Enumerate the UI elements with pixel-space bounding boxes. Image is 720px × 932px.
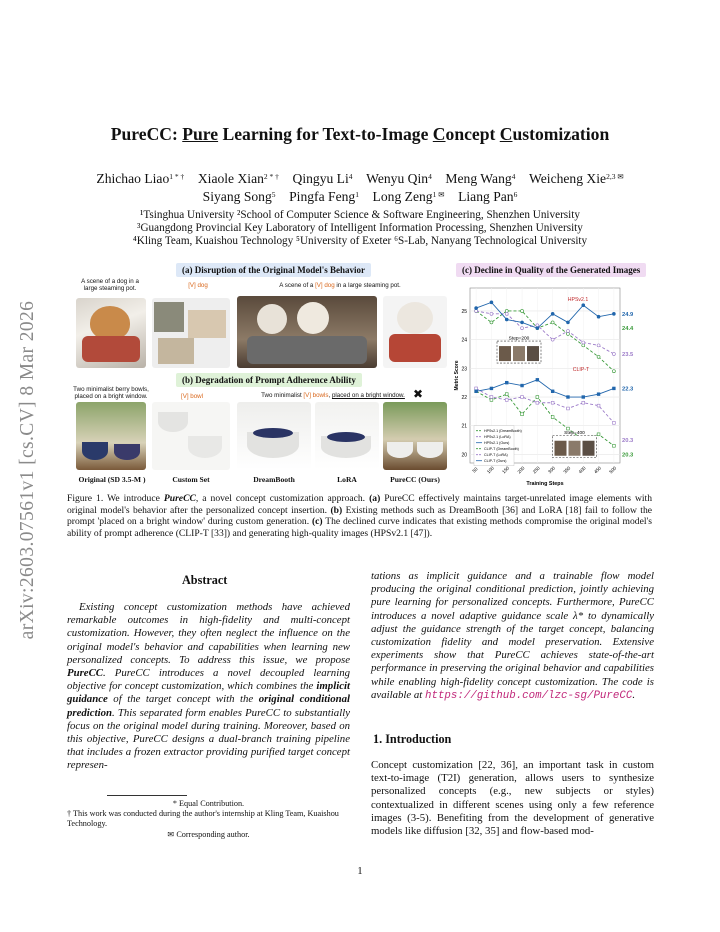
arxiv-id: arXiv:2603.07561v1 [cs.CV] 8 Mar 2026 (17, 300, 38, 640)
data-point (521, 327, 524, 330)
inset-thumbnail (569, 441, 581, 456)
data-point (505, 393, 508, 396)
data-point (536, 378, 539, 381)
column-label: DreamBooth (253, 475, 295, 484)
author-name: Siyang Song (202, 189, 272, 204)
data-point (490, 396, 493, 399)
author-name: Liang Pan (458, 189, 514, 204)
code-link[interactable]: https://github.com/lzc-sg/PureCC (424, 689, 633, 702)
prompt-custom-dog: A scene of a [V] dog in a large steaming pot. (279, 282, 401, 289)
token-dog: [V] dog (188, 282, 208, 289)
author-name: Weicheng Xie (529, 171, 607, 186)
image-custom-set-bowl (152, 402, 230, 470)
author-affiliation-mark: 1 ✉ (432, 190, 445, 199)
authors-line-1 (60, 170, 660, 188)
x-axis-label: Training Steps (526, 481, 564, 487)
cross-icon: ✖ (413, 387, 424, 401)
data-point (475, 387, 478, 390)
data-point (566, 332, 569, 335)
data-point (567, 427, 570, 430)
data-point (475, 390, 478, 393)
data-point (567, 396, 570, 399)
image-original-dog (76, 298, 146, 368)
abstract-right-column (371, 570, 654, 703)
data-point (521, 309, 524, 312)
prompt-custom-bowl: Two minimalist [V] bowls, placed on a bright window. (261, 392, 405, 399)
abstract-text-continued: tations as implicit guidance and a trainable flow model producing the original conditional prediction, jointly achieving pure learning for personalized concepts. Furthermore, PureCC introduces a novel adaptive guidance scale λ* to dynamically adjust the guidance strength of the target concept, balancing customization fidelity and model preservation. Extensive experiments show that PureCC achieves state-of-the-art performance in preserving the original behavior and capabilities while enabling high-fidelity concept customization. The code is available at https://github.com/lzc-sg/PureCC. (371, 570, 654, 702)
end-value-label: 24.4 (622, 326, 634, 333)
data-point (551, 321, 554, 324)
author-affiliation-mark: 4 (428, 172, 432, 181)
author-name: Pingfa Feng (289, 189, 356, 204)
data-point (521, 321, 524, 324)
image-dreambooth-dog (237, 296, 377, 368)
data-point (582, 396, 585, 399)
arxiv-stamp (8, 260, 48, 680)
series-annotation: HPSv2.1 (567, 296, 589, 303)
abstract-heading: Abstract (182, 573, 228, 587)
introduction-heading: 1. Introduction (373, 732, 452, 746)
author-affiliation-mark: 2,3 ✉ (606, 172, 624, 181)
data-point (582, 341, 585, 344)
data-point (597, 355, 600, 358)
line-chart (452, 280, 652, 490)
end-value-label: 24.9 (622, 311, 634, 318)
inset-thumbnail (499, 346, 511, 361)
inset-label: Step=400 (564, 431, 585, 437)
data-point (551, 390, 554, 393)
author-name: Qingyu Li (292, 171, 349, 186)
y-axis-label: Metric Score (454, 360, 460, 391)
affiliation-line: ¹Tsinghua University ²School of Computer Science & Software Engineering, Shenzhen University (140, 209, 580, 221)
y-tick-label: 24 (461, 337, 467, 344)
data-point (597, 393, 600, 396)
author-name: Xiaole Xian (197, 171, 264, 186)
data-point (551, 416, 554, 419)
inset-label: Step=200 (508, 336, 530, 342)
author-affiliation-mark: 6 (513, 190, 518, 199)
y-tick-label: 23 (461, 366, 467, 373)
data-point (582, 304, 585, 307)
abstract-text: Existing concept customization methods have achieved remarkable outcomes in high-fidelity and multi-concept customization. However, they often neglect the influence on the original model's behavior and capabilities when learning new personalized concepts. To address this issue, we propose PureCC. PureCC introduces a novel decoupled learning objective for concept customization, which combines the implicit guidance of the target concept with the original conditional prediction. This separated form enables PureCC to substantially focus on the original model during training. Moreover, based on this objective, PureCC designs a dual-branch training pipeline that includes a frozen extractor providing purified target concept represen- (67, 601, 351, 772)
end-value-label: 23.5 (622, 351, 634, 358)
column-label: LoRA (337, 475, 357, 484)
panel-b-label: (b) Degradation of Prompt Adherence Ability (176, 373, 362, 387)
y-tick-label: 25 (461, 308, 467, 315)
page-number: 1 (357, 865, 363, 877)
data-point (536, 401, 539, 404)
data-point (521, 396, 524, 399)
abstract-left-column (67, 601, 350, 773)
data-point (490, 301, 493, 304)
prompt-original-bowl: Two minimalist berry bowls, placed on a bright window. (73, 386, 149, 400)
column-label: Custom Set (172, 475, 210, 484)
inset-thumbnail (513, 346, 525, 361)
data-point (612, 387, 615, 390)
author-name: Wenyu Qin (366, 171, 429, 186)
x-tick-label: 300 (547, 465, 557, 475)
data-point (536, 324, 539, 327)
data-point (612, 352, 615, 355)
image-custom-set-dog (152, 298, 230, 368)
data-point (612, 421, 615, 424)
image-purecc-dog (383, 296, 447, 368)
y-tick-label: 21 (461, 423, 467, 430)
data-point (490, 321, 493, 324)
affiliation-line: ³Guangdong Provincial Key Laboratory of Intelligent Information Processing, Shenzhen University (137, 222, 583, 234)
image-original-bowl (76, 402, 146, 470)
figure-caption: Figure 1. We introduce PureCC, a novel concept customization approach. (a) PureCC effectively maintains target-unrelated image elements with original model's behavior after the personalized concept insertion. (b) Existing methods such as DreamBooth [36] and LoRA [18] fail to follow the prompt 'placed on a bright window' during custom generation. (c) The declined curve indicates that existing methods compromise the original model's ability of prompt adherence (CLIP-T [33]) and generating high-quality images (HPSv2.1 [47]). (67, 493, 653, 539)
author-name: Zhichao Liao (96, 171, 170, 186)
prompt-original-dog: A scene of a dog in a large steaming pot. (81, 278, 139, 292)
x-tick-label: 250 (531, 465, 541, 475)
data-point (505, 312, 508, 315)
affiliation-line: ⁴Kling Team, Kuaishou Technology ⁵University of Exeter ⁶S-Lab, Nanyang Technological University (132, 235, 588, 247)
x-tick-label: 500 (608, 465, 618, 475)
end-value-label: 20.3 (622, 438, 634, 445)
legend-entry: HPSv2.1 (Ours) (484, 441, 510, 446)
data-point (582, 401, 585, 404)
token-bowl: [V] bowl (180, 393, 203, 400)
data-point (490, 387, 493, 390)
panel-a-label: (a) Disruption of the Original Model's Behavior (176, 263, 371, 277)
footnote: * Equal Contribution. (172, 799, 245, 808)
data-point (566, 330, 569, 333)
column-label: PureCC (Ours) (390, 475, 440, 484)
authors-line-2 (60, 188, 660, 206)
data-point (612, 444, 615, 447)
author-affiliation-mark: 4 (511, 172, 516, 181)
data-point (536, 327, 539, 330)
data-point (521, 413, 524, 416)
data-point (597, 315, 600, 318)
data-point (597, 433, 600, 436)
data-point (582, 344, 585, 347)
inset-thumbnail (583, 441, 595, 456)
paper-title: PureCC: Pure Learning for Text-to-Image Concept Customization (110, 124, 610, 144)
y-tick-label: 22 (461, 395, 467, 402)
data-point (505, 309, 508, 312)
legend-entry: CLIP-T (LoRA) (484, 453, 508, 458)
image-lora-bowl (315, 402, 379, 470)
author-affiliation-mark: 1 (355, 190, 359, 199)
data-point (505, 381, 508, 384)
x-tick-label: 50 (471, 466, 479, 474)
author-affiliation-mark: 2 * † (263, 172, 279, 181)
footnote: † This work was conducted during the author's internship at Kling Team, Kuaishou Technology. (67, 809, 339, 829)
footnotes (67, 795, 350, 840)
series-annotation: CLIP-T (572, 367, 590, 374)
data-point (475, 309, 478, 312)
data-point (505, 318, 508, 321)
introduction-text: Concept customization [22, 36], an important task in custom text-to-image (T2I) generation, allows users to synthesize personalized concepts (e.g., new subjects or styles) contextualized in different scenes using only a few reference images (3-5). Benefiting from the development of generative models like diffusion [32, 35] and flow-based mod- (371, 759, 654, 838)
legend-entry: HPSv2.1 (DreamBooth) (484, 429, 522, 434)
data-point (490, 312, 493, 315)
author-name: Meng Wang (445, 171, 512, 186)
x-tick-label: 200 (516, 465, 526, 475)
data-point (551, 312, 554, 315)
image-purecc-bowl (383, 402, 447, 470)
author-affiliation-mark: 4 (348, 172, 353, 181)
data-point (551, 401, 554, 404)
data-point (597, 344, 600, 347)
data-point (521, 384, 524, 387)
image-dreambooth-bowl (237, 402, 311, 470)
data-point (536, 396, 539, 399)
x-tick-label: 350 (562, 465, 572, 475)
data-point (566, 321, 569, 324)
data-point (475, 307, 478, 310)
data-point (551, 338, 554, 341)
end-value-label: 22.3 (622, 386, 634, 393)
column-label: Original (SD 3.5-M ) (78, 475, 146, 484)
inset-thumbnail (527, 346, 539, 361)
author-affiliation-mark: 5 (271, 190, 276, 199)
data-point (505, 398, 508, 401)
legend-entry: CLIP-T (DreamBooth) (484, 447, 519, 452)
x-tick-label: 400 (577, 465, 587, 475)
data-point (567, 407, 570, 410)
data-point (597, 404, 600, 407)
x-tick-label: 450 (593, 465, 602, 475)
author-affiliation-mark: 1 * † (169, 172, 185, 181)
data-point (490, 398, 493, 401)
inset-thumbnail (555, 441, 567, 456)
footnote: ✉ Corresponding author. (167, 829, 250, 839)
legend-entry: CLIP-T (Ours) (484, 459, 507, 464)
author-name: Long Zeng (372, 189, 433, 204)
x-tick-label: 100 (485, 465, 495, 475)
data-point (612, 370, 615, 373)
x-tick-label: 150 (501, 465, 511, 475)
panel-c-label: (c) Decline in Quality of the Generated Images (456, 263, 646, 277)
legend-entry: HPSv2.1 (LoRA) (484, 435, 511, 440)
y-tick-label: 20 (461, 452, 467, 459)
data-point (612, 312, 615, 315)
end-value-label: 20.3 (622, 452, 634, 459)
